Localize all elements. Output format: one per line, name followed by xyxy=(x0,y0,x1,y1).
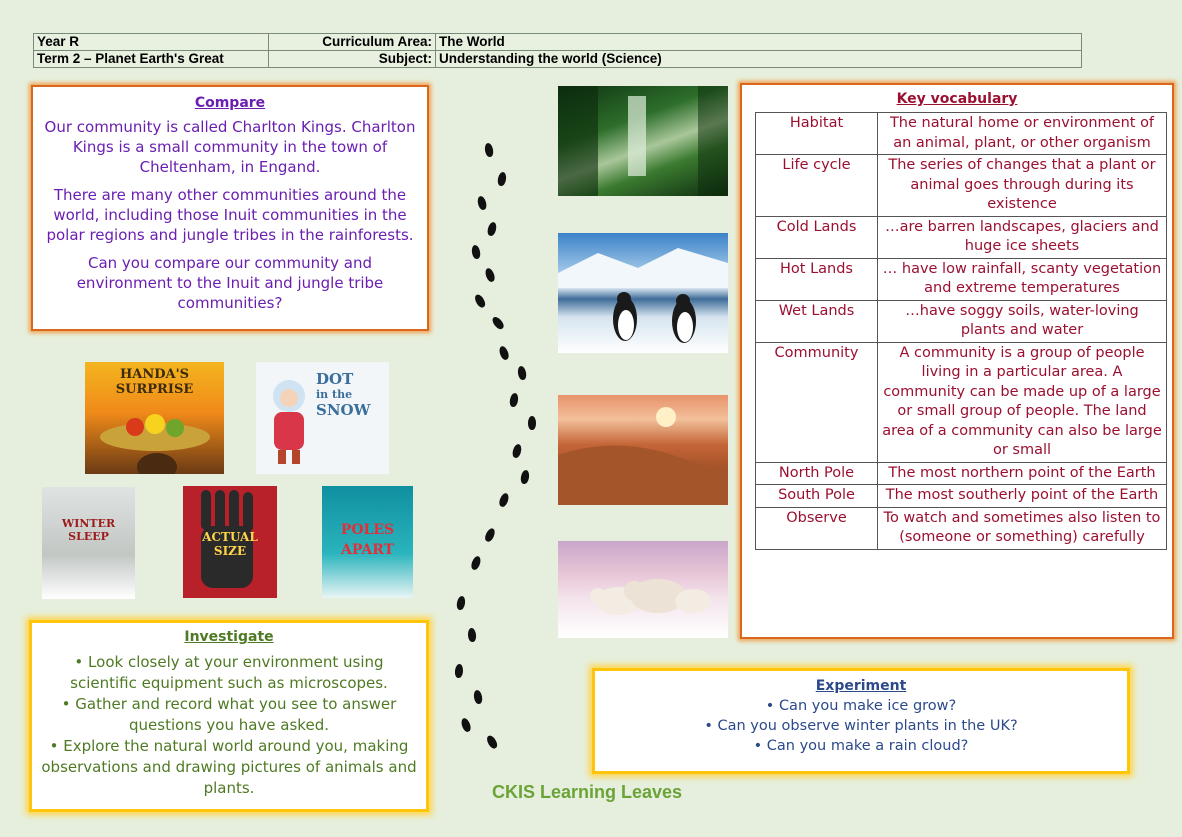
vocab-definition: A community is a group of people living in a particular area. A community can be made up of a large or small group of people. The land area of a community can also be large or small xyxy=(878,342,1167,462)
vocab-definition: To watch and sometimes also listen to (someone or something) carefully xyxy=(878,507,1167,549)
book-title: WINTER xyxy=(61,517,116,530)
rainforest-photo xyxy=(558,86,728,196)
experiment-panel xyxy=(592,668,1130,774)
table-row xyxy=(756,507,1167,549)
investigate-list xyxy=(40,652,418,799)
experiment-list xyxy=(603,696,1119,756)
child-in-snowsuit-illustration xyxy=(264,376,314,468)
footer-text: CKIS Learning Leaves xyxy=(492,782,683,802)
sun-over-dunes-illustration xyxy=(558,395,728,505)
investigate-title: Investigate xyxy=(184,629,274,645)
penguins-illustration xyxy=(558,233,728,353)
curriculum-area-value: The World xyxy=(436,34,1082,51)
footprint xyxy=(473,293,487,309)
book-title: SURPRISE xyxy=(115,382,194,397)
table-row xyxy=(756,216,1167,258)
header-row-2 xyxy=(34,51,1082,68)
desert-photo xyxy=(558,395,728,505)
book-title: SLEEP xyxy=(68,530,109,543)
vocab-term: Habitat xyxy=(756,113,878,155)
footprint xyxy=(485,734,499,750)
book-title: ACTUAL xyxy=(202,530,258,544)
vocab-definition: … have low rainfall, scanty vegetation and extreme temperatures xyxy=(878,258,1167,300)
key-vocabulary-panel xyxy=(740,83,1174,639)
footprint xyxy=(483,527,496,543)
footprint xyxy=(511,443,522,459)
polar-bears-illustration xyxy=(558,541,728,638)
footprint xyxy=(520,469,530,484)
footprint xyxy=(476,195,487,211)
book-cover-actual-size xyxy=(183,486,277,598)
footprint xyxy=(473,689,483,704)
book-title: SIZE xyxy=(213,544,247,558)
term-cell: Term 2 – Planet Earth's Great xyxy=(34,51,269,68)
header-row-1 xyxy=(34,34,1082,51)
list-item: • Can you make ice grow? xyxy=(603,696,1119,716)
vocabulary-title: Key vocabulary xyxy=(896,91,1018,107)
vocab-definition: The series of changes that a plant or animal goes through during its existence xyxy=(878,155,1167,217)
footprint xyxy=(490,315,505,331)
compare-panel xyxy=(31,85,429,331)
table-row xyxy=(756,462,1167,485)
vocab-definition: The most northern point of the Earth xyxy=(878,462,1167,485)
footprint xyxy=(528,416,536,430)
book-title: SNOW xyxy=(316,401,371,419)
list-item: • Gather and record what you see to answer questions you have asked. xyxy=(40,694,418,736)
table-row xyxy=(756,155,1167,217)
footprint xyxy=(486,221,497,237)
footprint xyxy=(456,595,466,610)
book-title: HANDA'S xyxy=(120,367,189,382)
compare-paragraph: Our community is called Charlton Kings. Charlton Kings is a small community in the town of Cheltenham, in Engand. xyxy=(44,118,416,176)
list-item: • Can you make a rain cloud? xyxy=(603,736,1119,756)
subject-value: Understanding the world (Science) xyxy=(436,51,1082,68)
compare-paragraph: Can you compare our community and environment to the Inuit and jungle tribe communities? xyxy=(76,254,384,312)
list-item: • Can you observe winter plants in the UK? xyxy=(603,716,1119,736)
footprint xyxy=(484,142,494,157)
year-cell: Year R xyxy=(34,34,269,51)
footprint xyxy=(509,392,519,407)
table-row xyxy=(756,342,1167,462)
antarctic-penguins-photo xyxy=(558,233,728,353)
footprint xyxy=(470,555,482,571)
vocab-definition: The natural home or environment of an animal, plant, or other organism xyxy=(878,113,1167,155)
footprint xyxy=(467,628,476,643)
vocab-term: Life cycle xyxy=(756,155,878,217)
compare-title: Compare xyxy=(194,95,266,111)
table-row xyxy=(756,113,1167,155)
vocab-term: Cold Lands xyxy=(756,216,878,258)
curriculum-area-label: Curriculum Area: xyxy=(269,34,436,51)
vocab-term: Wet Lands xyxy=(756,300,878,342)
book-title: in the xyxy=(316,388,353,401)
vocab-definition: …are barren landscapes, glaciers and huge ice sheets xyxy=(878,216,1167,258)
book-title: DOT xyxy=(316,370,354,388)
book-cover-dot-in-the-snow xyxy=(256,362,389,474)
footprint xyxy=(498,345,510,361)
footprint xyxy=(497,171,507,186)
book-title: POLES xyxy=(340,522,395,538)
footprint xyxy=(484,267,496,283)
vocab-term: South Pole xyxy=(756,485,878,508)
vocab-term: North Pole xyxy=(756,462,878,485)
vocab-definition: The most southerly point of the Earth xyxy=(878,485,1167,508)
footprint xyxy=(498,492,510,508)
fruit-basket-illustration xyxy=(85,397,224,474)
footprint xyxy=(517,365,527,380)
vocabulary-table xyxy=(755,112,1167,550)
vocab-term: Community xyxy=(756,342,878,462)
table-row xyxy=(756,258,1167,300)
book-cover-poles-apart xyxy=(322,486,413,598)
compare-paragraph: There are many other communities around the world, including those Inuit communities in the polar regions and jungle tribes in the rainforests. xyxy=(46,186,414,244)
table-row xyxy=(756,485,1167,508)
experiment-title: Experiment xyxy=(815,678,907,694)
polar-bears-photo xyxy=(558,541,728,638)
waterfall-illustration xyxy=(558,86,728,196)
vocab-definition: …have soggy soils, water-loving plants and water xyxy=(878,300,1167,342)
table-row xyxy=(756,300,1167,342)
list-item: • Explore the natural world around you, making observations and drawing pictures of animals and plants. xyxy=(40,736,418,799)
list-item: • Look closely at your environment using scientific equipment such as microscopes. xyxy=(40,652,418,694)
header-table xyxy=(33,33,1082,68)
book-cover-handas-surprise xyxy=(85,362,224,474)
footprint xyxy=(460,717,472,733)
footprint xyxy=(454,664,463,679)
subject-label: Subject: xyxy=(269,51,436,68)
footprint xyxy=(471,244,481,259)
vocab-term: Hot Lands xyxy=(756,258,878,300)
investigate-panel xyxy=(29,620,429,812)
vocab-term: Observe xyxy=(756,507,878,549)
book-cover-winter-sleep xyxy=(42,487,135,599)
book-title: APART xyxy=(340,542,395,558)
